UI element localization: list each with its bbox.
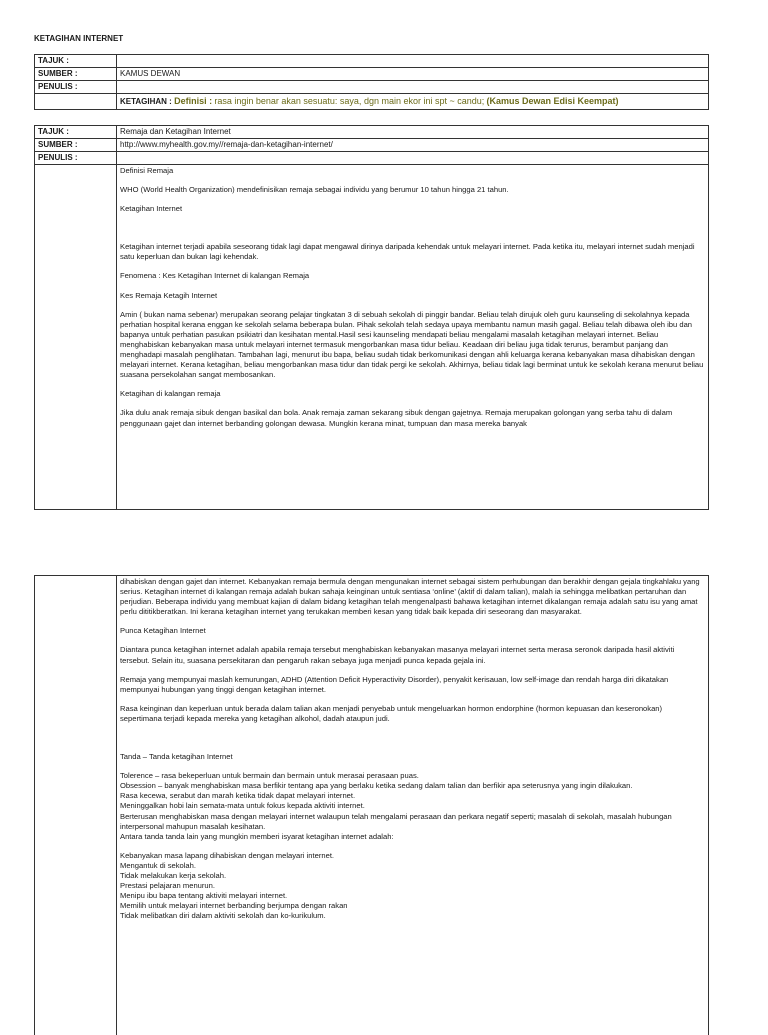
heading-fenomena: Fenomena : Kes Ketagihan Internet di kalangan Remaja (120, 271, 310, 281)
paragraph: Rasa keinginan dan keperluan untuk berada dalam talian akan menjadi penyebab untuk mengeluarkan hormon endorphine (hormon kepuasan dan keseronokan) sepertimana terjadi kepada mereka yang ketagihan alkohol, dadah ataupun judi. (120, 703, 663, 723)
heading-definisi-remaja: Definisi Remaja (120, 166, 174, 175)
list-item: Berterusan menghabiskan masa dengan melayari internet walaupun telah mengalami perasaan dan perkara negatif seperti; masalah di sekolah, masalah hubungan interpersonal mahupun masalah kesihatan. (120, 811, 672, 831)
penulis-label: PENULIS : (35, 152, 117, 165)
list-item: Mengantuk di sekolah. (120, 860, 196, 870)
paragraph: Remaja yang mempunyai maslah kemurungan, ADHD (Attention Deficit Hyperactivity Disorder), penyakit kerisauan, low self-image dan rendah harga diri dikatakan mempunyai hubungan yang tinggi dengan ketagihan internet. (120, 674, 669, 694)
paragraph: Ketagihan internet terjadi apabila seseorang tidak lagi dapat mengawal dirinya daripada kehendak untuk melayari internet. Pada ketika itu, melayari internet sudah menjadi satu keperluan dan bukan lagi kehendak. (120, 242, 695, 262)
paragraph-case-study: Amin ( bukan nama sebenar) merupakan seorang pelajar tingkatan 3 di sebuah sekolah di pinggir bandar. Beliau telah dirujuk oleh guru kaunseling di sekolahnya kepada perhatian hospital kerana enggan ke sekolah selama beberapa bulan. Pihak sekolah telah sedaya upaya membantu namun masih gagal. Beliau telah dibawa oleh ibu dan bapanya untuk perhatian pasukan psikiatri dan kesihatan mental.Hasil sesi kaunseling mendapati beliau mengalami masalah ketagihan melayari internet. Beliau menghabiskan kebanyakan masa untuk melayari internet termasuk mengorbankan masa tidur beliau. Keadaan diri beliau juga tidak terurus, berambut panjang dan menghadapi masalah penglihatan. Tambahan lagi, menurut ibu bapa, beliau sudah tidak berkomunikasi dengan ahli keluarga kerana kebanyakan masa dihabiskan dengan melayari internet. Kerana ketagihan, beliau mengorbankan masa tidur dan tidak pergi ke sekolah. Akhirnya, beliau tidak lagi berminat untuk ke sekolah kerana menurut beliau suasana persekolahan sangat membosankan. (120, 309, 704, 380)
sumber-value: KAMUS DEWAN (117, 68, 709, 81)
paragraph: WHO (World Health Organization) mendefinisikan remaja sebagai individu yang berumur 10 tahun hingga 21 tahun. (120, 185, 509, 195)
paragraph: Jika dulu anak remaja sibuk dengan basikal dan bola. Anak remaja zaman sekarang sibuk dengan gajetnya. Remaja merupakan golongan yang serba tahu di dalam penggunaan gajet dan internet berbanding golongan dewasa. Mungkin kerana minat, tumpuan dan masa mereka banyak (120, 408, 673, 428)
sumber-url: http://www.myhealth.gov.my//remaja-dan-ketagihan-internet/ (117, 139, 709, 152)
entry-key: KETAGIHAN : (120, 97, 172, 106)
list-item: Rasa kecewa, serabut dan marah ketika tidak dapat melayari internet. (120, 791, 356, 801)
heading-tanda: Tanda – Tanda ketagihan Internet (120, 752, 233, 762)
list-item: Obsession – banyak menghabiskan masa berfikir tentang apa yang berlaku ketika sedang dalam talian dan berfikir apa seterusnya yang ingin dilakukan. (120, 781, 633, 791)
heading-punca: Punca Ketagihan Internet (120, 626, 206, 636)
tajuk-label: TAJUK : (35, 126, 117, 139)
table-row (35, 126, 709, 139)
definisi-key: Definisi : (174, 96, 213, 106)
dictionary-info-table (34, 54, 709, 110)
list-item: Tidak melakukan kerja sekolah. (120, 870, 227, 880)
tajuk-value: Remaja dan Ketagihan Internet (117, 126, 709, 139)
list-item: Tidak melibatkan diri dalam aktiviti sekolah dan ko-kurikulum. (120, 911, 326, 921)
list-item: Memilih untuk melayari internet berbanding berjumpa dengan rakan (120, 901, 348, 911)
heading-ketagihan-internet: Ketagihan Internet (120, 204, 183, 214)
article-content-page2 (34, 575, 709, 1035)
table-row (35, 165, 709, 510)
list-item: Prestasi pelajaran menurun. (120, 881, 215, 891)
heading-ketagihan-remaja: Ketagihan di kalangan remaja (120, 389, 221, 399)
table-row (35, 94, 709, 110)
list-item: Kebanyakan masa lapang dihabiskan dengan melayari internet. (120, 850, 335, 860)
definisi-text: rasa ingin benar akan sesuatu: saya, dgn main ekor ini spt ~ candu; (214, 96, 485, 106)
tanda-list (120, 771, 705, 842)
penulis-value (117, 152, 709, 165)
heading-kes-remaja: Kes Remaja Ketagih Internet (120, 290, 218, 300)
paragraph: Diantara punca ketagihan internet adalah apabila remaja tersebut menghabiskan kebanyakan masanya melayari internet serta merasa seronok daripada hasil aktiviti tersebut. Selain itu, suasana persekitaran dan pengaruh rakan sebaya juga menjadi punca kepada gejala ini. (120, 645, 675, 665)
table-row (35, 68, 709, 81)
sumber-label: SUMBER : (35, 68, 117, 81)
penulis-value (117, 81, 709, 94)
list-item: Menipu ibu bapa tentang aktiviti melayari internet. (120, 891, 288, 901)
tajuk-label: TAJUK : (35, 55, 117, 68)
article-info-table (34, 125, 709, 510)
list-item: Tolerence – rasa bekeperluan untuk bermain dan bermain untuk merasai perasaan puas. (120, 771, 419, 781)
list-item: Antara tanda tanda lain yang mungkin memberi isyarat ketagihan internet adalah: (120, 831, 394, 841)
tanda-lain-list (120, 851, 705, 922)
article-content-page1 (117, 165, 709, 510)
table-row (35, 152, 709, 165)
penulis-label: PENULIS : (35, 81, 117, 94)
list-item: Meninggalkan hobi lain semata-mata untuk fokus kepada aktiviti internet. (120, 801, 365, 811)
paragraph: dihabiskan dengan gajet dan internet. Kebanyakan remaja bermula dengan mengunakan internet sebagai sistem perhubungan dan berakhir dengan gejala tingkahlaku yang serius. Ketagihan internet di kalangan remaja adalah bukan sahaja keinginan untuk sentiasa ‘online’ (aktif di dalam talian), malah ia sehingga melibatkan pertaruhan dan perjudian. Beberapa individu yang membuat kajian di dalam bidang ketagihan telah mengenalpasti bahawa ketagihan internet dikalangan remaja adalah satu isu yang amat perlu dititikberatkan. Ini kerana ketagihan internet yang terukakan memberi kesan yang tidak baik kepada diri seseorang dan masyarakat. (120, 577, 700, 617)
document-title: KETAGIHAN INTERNET (34, 34, 124, 43)
definisi-source: (Kamus Dewan Edisi Keempat) (486, 96, 619, 106)
table-row (35, 55, 709, 68)
definition-cell (117, 94, 709, 110)
table-row (35, 139, 709, 152)
sumber-label: SUMBER : (35, 139, 117, 152)
tajuk-value (117, 55, 709, 68)
table-row (35, 81, 709, 94)
